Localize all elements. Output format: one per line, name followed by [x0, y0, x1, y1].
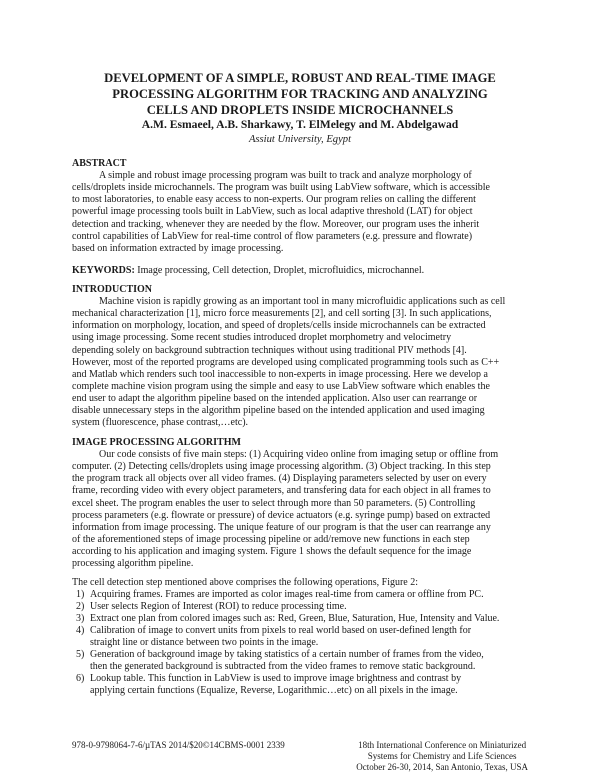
abstract-line: detection and tracking, whenever they are needed by the flow. Moreover, our program uses the inherit: [72, 218, 480, 230]
algorithm-line: process parameters (e.g. flowrate or pressure) of device actuators (e.g. syringe pump) based on extracted: [72, 509, 491, 521]
list-item-line: User selects Region of Interest (ROI) to reduce processing time.: [90, 601, 347, 612]
introduction-body: [72, 296, 542, 430]
footer-conference: [356, 740, 528, 773]
paper-title: [60, 70, 540, 118]
list-item-line: Lookup table. This function in LabView is used to improve image brightness and contrast by: [90, 673, 462, 684]
list-item-number: 4): [76, 625, 85, 636]
algorithm-line: of the aforementioned steps of image processing pipeline or add/remove new functions in each step: [72, 533, 470, 545]
keywords: [72, 265, 424, 276]
footer-conference-line: October 26-30, 2014, San Antonio, Texas, USA: [356, 762, 528, 772]
affiliation: Assiut University, Egypt: [248, 134, 352, 145]
algorithm-body: [72, 449, 542, 570]
algorithm-line: the program track all objects over all video frames. (4) Displaying parameters selected by user on every: [72, 473, 487, 485]
title-line: CELLS AND DROPLETS INSIDE MICROCHANNELS: [146, 103, 454, 117]
introduction-line: end user to adapt the algorithm pipeline based on the intended application. Also user can rearrange or: [72, 393, 478, 405]
introduction-line: using image processing. Some recent studies introduced droplet morphometry and velocimetry: [72, 332, 452, 344]
list-item-line: straight line or distance between two points in the image.: [90, 637, 319, 648]
list-item-line: Generation of background image by taking statistics of a certain number of frames from the video,: [90, 649, 484, 660]
list-item-line: then the generated background is subtracted from the video frames to remove static background.: [90, 661, 476, 672]
list-intro-text: The cell detection step mentioned above comprises the following operations, Figure 2:: [72, 577, 419, 588]
list-item: [72, 601, 542, 613]
algorithm-line: Our code consists of five main steps: (1) Acquiring video online from imaging setup or offline from: [99, 449, 499, 460]
list-item-number: 2): [76, 601, 85, 612]
abstract-line: A simple and robust image processing program was built to track and analyze morphology of: [99, 170, 472, 181]
list-item-line: Acquiring frames. Frames are imported as color images real-time from camera or offline from PC.: [90, 589, 484, 600]
list-item: [72, 649, 542, 673]
introduction-heading: INTRODUCTION: [72, 284, 153, 295]
abstract-heading: ABSTRACT: [72, 158, 127, 169]
list-item-line: Extract one plan from colored images such as: Red, Green, Blue, Saturation, Hue, Intensity and Value.: [90, 613, 500, 624]
list-item-number: 3): [76, 613, 85, 624]
abstract-line: to most laboratories, to enable easy access to non-experts. Our program relies on calling the different: [72, 194, 476, 206]
introduction-line: mechanical characterization [1], micro force measurements [2], and cell sorting [3]. In such applications,: [72, 308, 492, 320]
introduction-line: information on morphology, location, and speed of droplets/cells inside microchannels can be extracted: [72, 320, 486, 332]
algorithm-line: frame, recording video with every object parameters, and transfering data for each object in all frames to: [72, 485, 491, 497]
algorithm-heading: IMAGE PROCESSING ALGORITHM: [72, 437, 241, 448]
algorithm-line: excel sheet. The program enables the user to select through more than 50 parameters. (5) Controlling: [72, 497, 476, 509]
title-line: DEVELOPMENT OF A SIMPLE, ROBUST AND REAL-TIME IMAGE: [104, 71, 496, 85]
list-item-number: 6): [76, 673, 85, 684]
algorithm-line: computer. (2) Detecting cells/droplets using image processing algorithm. (3) Object tracking. In this step: [72, 461, 491, 473]
list-item-number: 1): [76, 589, 85, 600]
introduction-line: complete machine vision program using the simple and easy to use LabView software which enables the: [72, 380, 490, 392]
introduction-line: Machine vision is rapidly growing as an important tool in many microfluidic applications such as cell: [99, 296, 506, 307]
introduction-line: disable unnecessary steps in the algorithm pipeline based on the intended application and used imaging: [72, 405, 485, 417]
algorithm-line: according to his application and imaging system. Figure 1 shows the default sequence for the image: [72, 546, 472, 558]
introduction-line: However, most of the reported programs are developed using complicated programming tools such as C++: [72, 356, 500, 368]
list-item-line: Calibration of image to convert units from pixels to real world based on user-defined length for: [90, 625, 472, 636]
introduction-line: system (fluorescence, phase contrast,…etc).: [72, 417, 249, 429]
title-line: PROCESSING ALGORITHM FOR TRACKING AND ANALYZING: [112, 87, 488, 101]
introduction-line: depending solely on background subtraction techniques without using traditional PIV methods [4].: [72, 344, 467, 356]
abstract-line: control capabilities of LabView for real-time control of flow parameters (e.g. pressure and flowrate): [72, 230, 473, 242]
list-item: [72, 589, 542, 601]
footer-conference-line: Systems for Chemistry and Life Sciences: [367, 751, 517, 761]
list-item: [72, 673, 542, 697]
keywords-text: Image processing, Cell detection, Droplet, microfluidics, microchannel.: [134, 265, 425, 276]
abstract-body: [72, 170, 542, 255]
algorithm-line: processing algorithm pipeline.: [72, 558, 194, 570]
algorithm-line: information from image processing. The unique feature of our program is that the user can rearrange any: [72, 521, 491, 533]
list-intro: [72, 577, 542, 589]
footer-conference-line: 18th International Conference on Miniaturized: [358, 740, 527, 750]
abstract-line: cells/droplets inside microchannels. The program was built using LabView software, which is accessible: [72, 182, 490, 194]
list-item: [72, 613, 542, 625]
list-item: [72, 625, 542, 649]
introduction-line: and Matlab which renders such tool inaccessible to non-experts in image processing. Here we develop a: [72, 368, 488, 380]
abstract-line: based on information extracted by image processing.: [72, 242, 284, 254]
footer-isbn: 978-0-9798064-7-6/µTAS 2014/$20©14CBMS-0001 2339: [72, 740, 285, 750]
list-item-number: 5): [76, 649, 85, 660]
list-item-line: applying certain functions (Equalize, Reverse, Logarithmic…etc) on all pixels in the image.: [90, 685, 458, 696]
operations-list: [72, 589, 542, 697]
keywords-label: KEYWORDS:: [72, 265, 135, 276]
abstract-line: powerful image processing tools built in LabView, such as local adaptive threshold (LAT) for object: [72, 206, 473, 218]
author-list: A.M. Esmaeel, A.B. Sharkawy, T. ElMelegy and M. Abdelgawad: [141, 118, 459, 131]
